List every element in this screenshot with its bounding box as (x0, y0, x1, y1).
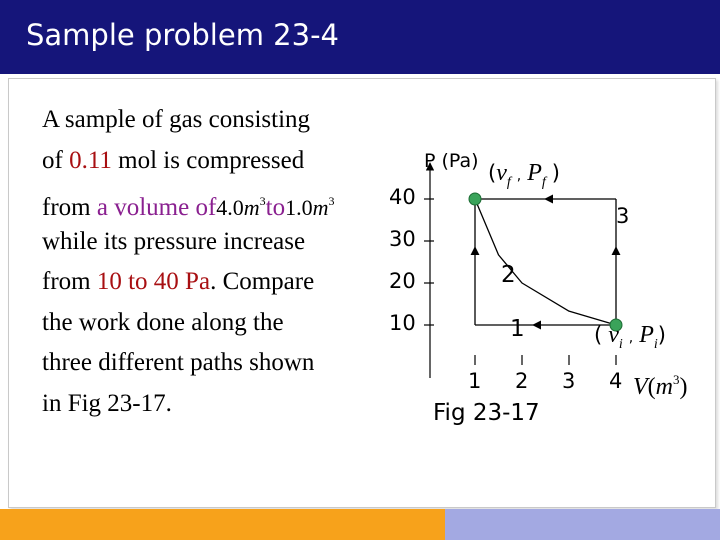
x-tick-label: 3 (562, 369, 576, 393)
text-segment: 1.0 (285, 195, 313, 220)
text-segment: from (42, 194, 97, 221)
text-segment: ( (647, 374, 656, 400)
symbol-p: P (639, 322, 654, 348)
y-tick-label: 40 (389, 185, 416, 209)
text-segment: of (42, 146, 70, 174)
text-segment: ) (551, 161, 560, 185)
symbol-v: v (496, 160, 507, 186)
symbol-v: V (633, 374, 648, 400)
initial-state-label (594, 322, 666, 353)
text-segment: , (516, 168, 522, 184)
text-segment: from (42, 268, 97, 295)
unit-m: m (655, 374, 674, 400)
path-label-1: 1 (510, 316, 525, 342)
subscript: i (618, 337, 623, 352)
symbol-v: v (608, 322, 619, 348)
x-tick-label: 4 (609, 369, 623, 393)
text-segment: , (628, 330, 634, 346)
problem-line-4: while its pressure increase (42, 227, 306, 255)
y-axis-label: P (Pa) (424, 150, 479, 172)
to-word: to (265, 194, 286, 221)
final-state-label (488, 160, 560, 191)
exponent: 3 (259, 194, 266, 208)
y-tick-label: 30 (389, 227, 416, 251)
text-segment: ( (488, 161, 497, 185)
unit-m: m (312, 195, 329, 220)
footer-bar-right (445, 509, 720, 540)
mol-amount: 0.11 (69, 146, 112, 174)
path-2-curve (475, 199, 616, 325)
footer-bar-left (0, 509, 445, 540)
y-tick-label: 20 (389, 269, 416, 293)
symbol-p: P (527, 160, 542, 186)
subscript: f (541, 175, 546, 190)
pressure-range: 10 to 40 Pa (96, 268, 211, 295)
unit-m: m (243, 195, 260, 220)
subscript: i (653, 337, 658, 352)
x-tick-label: 2 (515, 369, 529, 393)
exponent: 3 (673, 372, 680, 387)
figure-caption: Fig 23-17 (433, 400, 540, 426)
problem-line-1: A sample of gas consisting (42, 106, 311, 133)
x-axis-label (633, 372, 688, 401)
text-segment: ) (657, 323, 666, 347)
final-state-point (469, 193, 481, 205)
path-label-2: 2 (501, 262, 516, 288)
text-segment: ) (679, 374, 688, 400)
process-paths (475, 199, 616, 325)
text-segment: . Compare (210, 268, 315, 295)
volume-phrase: a volume of (96, 194, 217, 221)
axes (424, 163, 616, 378)
x-tick-label: 1 (468, 369, 482, 393)
slide-title: Sample problem 23-4 (26, 18, 339, 52)
problem-line-6: the work done along the (42, 308, 284, 336)
problem-line-8: in Fig 23-17. (42, 389, 172, 417)
text-segment: mol is compressed (111, 146, 305, 174)
exponent: 3 (328, 194, 335, 208)
text-segment: 4.0 (216, 195, 244, 220)
problem-line-7: three different paths shown (42, 349, 315, 376)
y-tick-label: 10 (389, 311, 416, 335)
state-points (469, 193, 622, 331)
subscript: f (506, 175, 511, 190)
path-label-3: 3 (616, 204, 630, 228)
text-segment: ( (594, 323, 603, 347)
